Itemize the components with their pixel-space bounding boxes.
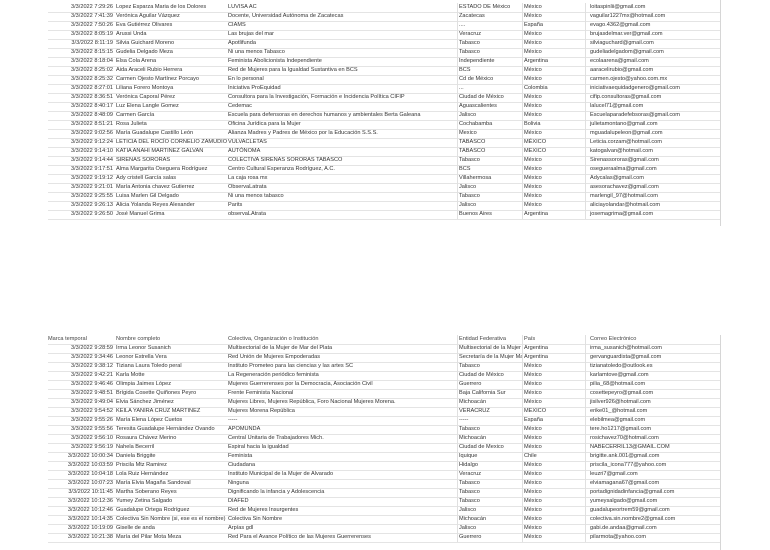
org-cell: Ninguna [228,480,249,486]
state-cell: Villahermosa [457,174,523,183]
email-cell: NABECERRIL13@GMAIL.COM [585,443,725,452]
org-cell: Consultora para la Investigación, Formación e Incidencia Política CIFIP [228,94,405,100]
email-cell: mguadalupeleon@gmail.com [585,129,725,138]
country-cell: México [522,12,586,21]
name-cell: Elsa Cola Arena [116,58,157,64]
country-cell: México [522,111,586,120]
state-cell: ... [457,84,523,93]
country-cell: México [522,398,586,407]
name-cell: KEILA YANIRA CRUZ MARTINEZ [116,408,201,414]
state-cell: Aguascalientes [457,102,523,111]
org-cell: Mujeres Guerrerenses por la Democracia, Asociación Civil [228,381,373,387]
state-cell: Tabasco [457,488,523,497]
email-cell: gervanguardista@gmail.com [585,353,725,362]
state-cell: Tabasco [457,156,523,165]
name-cell: Daniela Briggite [116,453,156,459]
name-cell: Karla Motte [116,372,145,378]
timestamp-cell: 3/3/2022 9:42:21 [71,372,113,378]
country-cell: México [522,524,586,533]
state-cell: Tabasco [457,192,523,201]
state-cell: Multisectorial de la Mujer [457,344,523,353]
state-cell: BCS [457,66,523,75]
name-cell: José Manuel Grima [116,211,165,217]
state-cell: Cd de México [457,75,523,84]
org-cell: La caja rosa mx [228,175,268,181]
email-cell: guadalupeortrem59@gmail.com [585,506,725,515]
country-cell: Argentina [522,210,586,219]
email-cell: tere.ho1217@gmail.com [585,425,725,434]
email-cell: osegueraalma@gmail.com [585,165,725,174]
country-cell: México [522,165,586,174]
org-cell: Centro Cultural Esperanza Rodríguez, A.C. [228,166,335,172]
email-cell: cosettepeyro@gmail.com [585,389,725,398]
country-cell: México [522,93,586,102]
state-cell: Secretaría de la Mujer Ma [459,354,523,360]
country-cell: México [522,30,586,39]
timestamp-cell: 3/3/2022 10:03:59 [67,462,113,468]
table-row [48,533,720,543]
name-cell: Luisa Marlen Gil Delgado [116,193,179,199]
org-cell: Red de Mujeres Insurgentes [228,507,299,513]
timestamp-cell: 3/3/2022 9:17:51 [71,166,113,172]
timestamp-cell: 3/3/2022 9:19:12 [71,175,113,181]
email-cell: brujasdelmar.ver@gmail.com [585,30,725,39]
org-cell: Multisectorial de la Mujer de Mar del Plata [228,345,333,351]
country-cell: México [522,506,586,515]
org-cell: Red Para el Avance Político de las Mujeres Guerrerenses [228,534,371,540]
name-cell: Giselle de anda [116,525,155,531]
state-cell: Independiente [457,57,523,66]
country-cell: México [522,362,586,371]
country-cell: México [522,48,586,57]
email-cell: yumeysalgado@gmail.com [585,497,725,506]
org-cell: Red de Mujeres para la Igualdad Sustantiva en BCS [228,67,358,73]
org-cell: observaLAtrata [228,211,266,217]
country-cell: México [522,479,586,488]
org-cell: Parits [228,202,243,208]
timestamp-cell: 3/3/2022 10:19:09 [67,525,113,531]
state-cell: Cochabamba [457,120,523,129]
org-cell: Cedemac [228,103,252,109]
email-cell: pilia_68@hotmail.com [585,380,725,389]
email-cell: jisilver926@hotmail.com [585,398,725,407]
table-row [48,210,720,220]
name-cell: María Elena López Cuetos [116,417,183,423]
timestamp-cell: 3/3/2022 9:14:10 [71,148,113,154]
country-cell: MEXICO [522,407,586,416]
org-cell: Ni una menos tabasco [228,193,284,199]
state-cell: BCS [457,165,523,174]
email-cell: portadignidadinfancia@gmail.com [585,488,725,497]
email-cell: erike01_@hotmail.com [585,407,725,416]
name-cell: Priscila Mtz Ramirez [116,462,167,468]
email-cell: Leticia.corzam@hotmail.com [585,138,725,147]
state-cell: TABASCO [457,138,523,147]
org-cell: DIAFED [228,498,249,504]
email-cell: aaracelirubio@gmail.com [585,66,725,75]
org-cell: Mujeres Morena República [228,408,295,414]
timestamp-cell: 3/3/2022 9:28:59 [71,345,113,351]
org-cell: Dignificando la infancia y Adolescencia [228,489,325,495]
name-cell: Elvia Sánchez Jiménez [116,399,174,405]
country-cell: México [522,497,586,506]
name-cell: Olimpia Jaimes López [116,381,172,387]
email-cell: karlamtove@gmail.com [585,371,725,380]
country-cell: México [522,3,586,12]
timestamp-cell: 3/3/2022 10:04:18 [67,471,113,477]
name-cell: Alma Margarita Oseguera Rodríguez [116,166,208,172]
name-cell: María Elvia Magaña Sandoval [116,480,191,486]
timestamp-cell: 3/3/2022 9:55:26 [71,417,113,423]
state-cell: Tabasco [457,48,523,57]
state-cell: Jalisco [457,506,523,515]
header-state: Entidad Federativa [457,335,523,344]
timestamp-cell: 3/3/2022 10:12:36 [67,498,113,504]
name-cell: Arussi Unda [116,31,147,37]
timestamp-cell: 3/3/2022 9:56:10 [71,435,113,441]
name-cell: María Guadalupe Castillo León [116,130,194,136]
email-cell: evago.4362@gmail.com [585,21,725,30]
timestamp-cell: 3/3/2022 10:12:46 [67,507,113,513]
org-cell: Escuela para defensoras en derechos humanos y ambientales Berta Galeana [228,112,421,118]
name-cell: Lola Ruiz Hernández [116,471,169,477]
name-cell: Silvia Guichard Moreno [116,40,175,46]
state-cell: Tabasco [457,479,523,488]
name-cell: Carmen Ojesto Martínez Porcayo [116,76,200,82]
org-cell: Red Unión de Mujeres Empoderadas [228,354,321,360]
country-cell: Chile [522,452,586,461]
org-cell: Instituto Prometeo para las ciencias y las artes SC [228,363,353,369]
country-cell: España [522,416,586,425]
org-cell: APOMUNDA [228,426,261,432]
name-cell: Rosa Julieta [116,121,147,127]
timestamp-cell: 3/3/2022 7:50:26 [71,22,113,28]
org-cell: Docente, Universidad Autónoma de Zacatecas [228,13,344,19]
name-cell: Gudelia Delgado Meza [116,49,173,55]
country-cell: México [522,192,586,201]
email-cell: vaguilar1227mx@hotmail.com [585,12,725,21]
email-cell: gudeliadelgadom@gmail.com [585,48,725,57]
org-cell: Iniciativa ProEquidad [228,85,281,91]
email-cell: elebilmea@gmail.com [585,416,725,425]
name-cell: Verónica Caporal Pérez [116,94,176,100]
name-cell: Luz Elena Langle Gomez [116,103,179,109]
email-cell: iniciativaequidadgenero@gmail.com [585,84,725,93]
email-cell: tizianatoledo@outlook.es [585,362,725,371]
state-cell: Jalisco [457,201,523,210]
country-cell: México [522,389,586,398]
state-cell: Baja California Sur [457,389,523,398]
timestamp-cell: 3/3/2022 9:14:44 [71,157,113,163]
spreadsheet-page-2 [48,335,721,550]
timestamp-cell: 3/3/2022 10:07:23 [67,480,113,486]
email-cell: Escuelaparadefebsoras@gmail.com [585,111,725,120]
country-cell: México [522,75,586,84]
name-cell: Liliana Forero Montoya [116,85,174,91]
org-cell: La Regeneración periódico feminista [228,372,319,378]
page-break [0,226,770,335]
org-cell: Oficina Jurídica para la Mujer [228,121,301,127]
email-cell: priscila_icona777@yahoo.com [585,461,725,470]
org-cell: Frente Feminista Nacional [228,390,294,396]
name-cell: Teresita Guadalupe Hernández Ovando [116,426,215,432]
name-cell: SIRENAS SORORAS [116,157,171,163]
name-cell: Eva Gutiérrez Olivares [116,22,173,28]
org-cell: Mujeres Libres, Mujeres República, Foro Nacional Mujeres Morena. [228,399,396,405]
header-country: País [522,335,586,344]
org-cell: Central Unitaria de Trabajadores Mich. [228,435,324,441]
email-cell: cifip.consultoras@gmail.com [585,93,725,102]
timestamp-cell: 3/3/2022 8:25:02 [71,67,113,73]
timestamp-cell: 3/3/2022 9:34:46 [71,354,113,360]
org-cell: Espiral hacia la igualdad [228,444,289,450]
header-timestamp: Marca temporal [48,336,87,342]
country-cell: México [522,488,586,497]
state-cell: TABASCO [457,147,523,156]
name-cell: Guadalupe Ortega Rodríguez [116,507,190,513]
name-cell: KATIA ANAHI MARTINEZ GALVAN [116,148,204,154]
org-cell: Las brujas del mar [228,31,275,37]
timestamp-cell: 3/3/2022 9:21:01 [71,184,113,190]
state-cell: Tabasco [457,39,523,48]
name-cell: Carmen García [116,112,155,118]
state-cell: VERACRUZ [457,407,523,416]
org-cell: VULVACLETAS [228,139,267,145]
country-cell: Argentina [522,57,586,66]
name-cell: LETICIA DEL ROCÍO CORNELIO ZAMUDIO [116,139,228,145]
state-cell: Guerrero [457,533,523,542]
country-cell: México [522,515,586,524]
state-cell: Veracruz [457,470,523,479]
country-cell: México [522,66,586,75]
spreadsheet-page-1 [48,0,721,226]
timestamp-cell: 3/3/2022 8:36:51 [71,94,113,100]
country-cell: México [522,183,586,192]
org-cell: LUVISA AC [228,4,257,10]
timestamp-cell: 3/3/2022 9:12:24 [71,139,113,145]
state-cell: Veracruz [457,30,523,39]
timestamp-cell: 3/3/2022 7:29:26 [71,4,113,10]
timestamp-cell: 3/3/2022 9:25:55 [71,193,113,199]
state-cell: Michoacán [457,434,523,443]
org-cell: Arpías gdl [228,525,254,531]
email-cell: carmen.ojesto@yahoo.com.mx [585,75,725,84]
name-cell: Verónica Aguilar Vázquez [116,13,180,19]
name-cell: Nahela Becerril [116,444,155,450]
email-cell: katogalvan@hotmail.com [585,147,725,156]
name-cell: Brígida Cosette Quiñones Peyro [116,390,197,396]
timestamp-cell: 3/3/2022 10:14:35 [67,516,113,522]
email-cell: marlengil_97@hotmail.com [585,192,725,201]
state-cell: Michoacán [457,398,523,407]
email-cell: Sirenassororas@gmail.com [585,156,725,165]
timestamp-cell: 3/3/2022 8:27:01 [71,85,113,91]
header-email: Correo Electrónico [585,335,725,344]
country-cell: México [522,533,586,542]
timestamp-cell: 3/3/2022 8:25:32 [71,76,113,82]
timestamp-cell: 3/3/2022 9:26:13 [71,202,113,208]
org-cell: En lo personal [228,76,264,82]
email-cell: silviaguchard@gmail.com [585,39,725,48]
email-cell: pilarmota@yahoo.com [585,533,725,542]
state-cell: Mexico [457,129,523,138]
state-cell: Iquique [457,452,523,461]
country-cell: México [522,425,586,434]
email-cell: Adycalas@gmail.com [585,174,725,183]
org-cell: Ciudadana [228,462,256,468]
email-cell: josemagrima@gmail.com [585,210,725,219]
name-cell: Lopez Esparza Maria de los Dolores [116,4,207,10]
email-cell: irma_susanich@hotmail.com [585,344,725,353]
org-cell: AUTÓNOMA [228,148,261,154]
state-cell: Tabasco [457,362,523,371]
country-cell: MÉXICO [522,138,586,147]
country-cell: México [522,380,586,389]
email-cell: elviamagana67@gmail.com [585,479,725,488]
email-cell: lalucel71@gmail.com [585,102,725,111]
country-cell: México [522,371,586,380]
org-cell: Ni una menos Tabasco [228,49,285,55]
timestamp-cell: 3/3/2022 9:26:50 [71,211,113,217]
country-cell: Argentina [522,353,586,362]
country-cell: México [522,470,586,479]
country-cell: México [522,102,586,111]
name-cell: Leonor Estrella Vera [116,354,167,360]
state-cell: .... [457,21,523,30]
country-cell: México [522,201,586,210]
header-org: Colectiva, Organización o Institución [228,336,319,342]
email-cell: colectiva.sin.nombre2@gmail.com [585,515,725,524]
email-cell: aliciayolandar@hotmail.com [585,201,725,210]
timestamp-cell: 3/3/2022 8:11:19 [71,40,113,46]
name-cell: Aida Araceli Rubio Herrera [116,67,183,73]
state-cell: Ciudad de México [457,93,523,102]
country-cell: Argentina [522,344,586,353]
country-cell: México [522,461,586,470]
email-cell: brigitte.ank.001@gmail.com [585,452,725,461]
timestamp-cell: 3/3/2022 9:55:56 [71,426,113,432]
timestamp-cell: 3/3/2022 10:21:38 [67,534,113,540]
timestamp-cell: 3/3/2022 9:02:56 [71,130,113,136]
name-cell: Yumey Zetina Salgado [116,498,173,504]
name-cell: Colectiva Sin Nombre (si, ese es el nombre) [116,516,226,522]
org-cell: CIAMS [228,22,246,28]
name-cell: Ady cristell García salas [116,175,176,181]
timestamp-cell: 3/3/2022 8:15:15 [71,49,113,55]
timestamp-cell: 3/3/2022 9:38:12 [71,363,113,369]
state-cell: Jalisco [457,183,523,192]
org-cell: Feminista [228,453,253,459]
state-cell: ESTADO DE México [457,3,523,12]
country-cell: México [522,129,586,138]
name-cell: Rosaura Chávez Merino [116,435,177,441]
email-cell: asesorachavez@gmail.com [585,183,725,192]
state-cell: Tabasco [457,425,523,434]
email-cell: julietamontano@gmail.com [585,120,725,129]
state-cell: Ciudad de Mexico [457,443,523,452]
org-cell: COLECTIVA SIRENAS SORORAS TABASCO [228,157,343,163]
timestamp-cell: 3/3/2022 9:56:19 [71,444,113,450]
timestamp-cell: 3/3/2022 8:48:09 [71,112,113,118]
timestamp-cell: 3/3/2022 8:05:19 [71,31,113,37]
country-cell: MEXICO [522,147,586,156]
email-cell: rosichavez70@hotmail.com [585,434,725,443]
state-cell: Jalisco [457,111,523,120]
timestamp-cell: 3/3/2022 9:49:04 [71,399,113,405]
state-cell: ----- [457,416,523,425]
state-cell: Tabasco [457,497,523,506]
name-cell: Tiziana Laura Toledo peral [116,363,182,369]
state-cell: Ciudad de México [457,371,523,380]
timestamp-cell: 3/3/2022 9:54:52 [71,408,113,414]
timestamp-cell: 3/3/2022 8:40:17 [71,103,113,109]
timestamp-cell: 3/3/2022 7:41:39 [71,13,113,19]
country-cell: Bolivia [522,120,586,129]
org-cell: ObservaLatrata [228,184,267,190]
email-cell: gabi.de.andaa@gmail.com [585,524,725,533]
name-cell: Irma Leonor Susanich [116,345,171,351]
timestamp-cell: 3/3/2022 10:00:34 [67,453,113,459]
org-cell: Instituto Municipal de la Mujer de Alvarado [228,471,334,477]
org-cell: Apotlifunda [228,40,256,46]
timestamp-cell: 3/3/2022 8:51:21 [71,121,113,127]
timestamp-cell: 3/3/2022 9:48:51 [71,390,113,396]
email-cell: ecolaarena@gmail.com [585,57,725,66]
state-cell: Hidalgo [457,461,523,470]
header-name: Nombre completo [116,336,161,342]
state-cell: Guerrero [457,380,523,389]
org-cell: Colectiva Sin Nombre [228,516,283,522]
org-cell: Alianza Madres y Padres de México por la Educación S.S.S. [228,130,378,136]
name-cell: María Antonia chavez Gutierrez [116,184,195,190]
state-cell: Michoacán [457,515,523,524]
timestamp-cell: 3/3/2022 10:11:45 [68,489,113,495]
state-cell: Zacatecas [457,12,523,21]
timestamp-cell: 3/3/2022 8:18:04 [71,58,113,64]
email-cell: loitaspinlii@gmail.com [585,3,725,12]
state-cell: Jalisco [457,524,523,533]
org-cell: Feminista Abolicionista Independiente [228,58,322,64]
country-cell: España [522,21,586,30]
org-cell: ----- [228,417,238,423]
country-cell: Colombia [522,84,586,93]
timestamp-cell: 3/3/2022 9:46:46 [71,381,113,387]
name-cell: Alicia Yolanda Reyes Alexander [116,202,195,208]
country-cell: México [522,174,586,183]
country-cell: México [522,443,586,452]
country-cell: México [522,434,586,443]
email-cell: leuzri7@gmail.com [585,470,725,479]
name-cell: María del Pilar Mota Meza [116,534,182,540]
country-cell: México [522,156,586,165]
state-cell: Buenos Aires [457,210,523,219]
name-cell: Martha Soberano Reyes [116,489,177,495]
country-cell: México [522,39,586,48]
